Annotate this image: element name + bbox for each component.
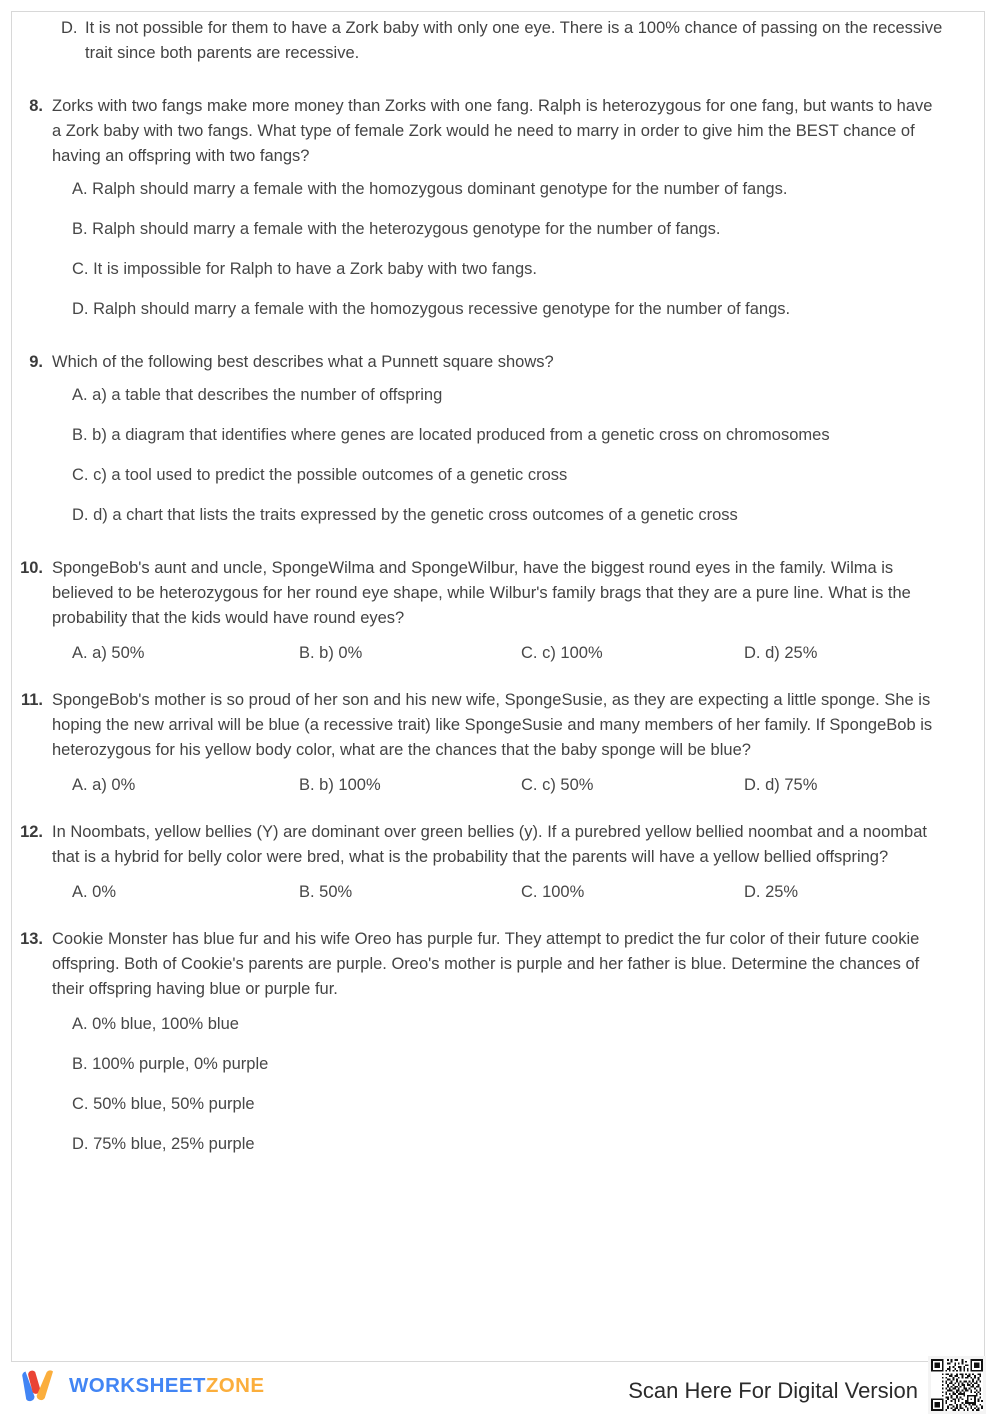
- spacer: [14, 528, 966, 556]
- brand-wordmark-primary: WORKSHEET: [69, 1373, 206, 1397]
- brand-wordmark-secondary: ZONE: [205, 1373, 265, 1397]
- question-13-row: [14, 927, 966, 1002]
- brand-logo[interactable]: [22, 1369, 264, 1403]
- question-11-number: 11.: [20, 691, 43, 709]
- question-12: [14, 820, 966, 905]
- question-8: [14, 94, 966, 322]
- question-9-option-d[interactable]: D. d) a chart that lists the traits expressed by the genetic cross outcomes of a genetic cross: [72, 506, 738, 524]
- question-10-option-c[interactable]: C. c) 100%: [521, 644, 603, 662]
- question-11-option-d[interactable]: D. d) 75%: [744, 776, 818, 794]
- question-10-option-b[interactable]: B. b) 0%: [299, 644, 363, 662]
- page-footer: [0, 1367, 1000, 1414]
- question-9-row: [14, 350, 966, 375]
- question-11-option-c[interactable]: C. c) 50%: [521, 776, 594, 794]
- question-12-number: 12.: [20, 823, 43, 841]
- question-9-option-b[interactable]: B. b) a diagram that identifies where genes are located produced from a genetic cross on chromosomes: [72, 426, 830, 444]
- question-12-option-c[interactable]: C. 100%: [521, 883, 585, 901]
- spacer: [14, 666, 966, 688]
- question-8-option-c[interactable]: C. It is impossible for Ralph to have a Zork baby with two fangs.: [72, 260, 537, 278]
- question-13-option-a[interactable]: A. 0% blue, 100% blue: [72, 1015, 239, 1033]
- question-10-option-d[interactable]: D. d) 25%: [744, 644, 818, 662]
- question-11-options: [14, 763, 966, 798]
- question-11: [14, 688, 966, 798]
- question-8-option-b[interactable]: B. Ralph should marry a female with the heterozygous genotype for the number of fangs.: [72, 220, 721, 238]
- question-10-number: 10.: [20, 559, 43, 577]
- question-10-text: SpongeBob's aunt and uncle, SpongeWilma and SpongeWilbur, have the biggest round eyes in the family. Wilma is believed to be heterozygous for her round eye shape, while Wilbur's family brags that they are a pure line. What is the probability that the kids would have round eyes?: [52, 559, 911, 627]
- question-9-option-a[interactable]: A. a) a table that describes the number of offspring: [72, 386, 443, 404]
- question-12-text: In Noombats, yellow bellies (Y) are dominant over green bellies (y). If a purebred yellow bellied noombat and a noombat that is a hybrid for belly color were bred, what is the probability that the parents will have a yellow bellied offspring?: [52, 823, 927, 866]
- question-10: [14, 556, 966, 666]
- scan-label: Scan Here For Digital Version: [628, 1377, 918, 1403]
- question-11-row: [14, 688, 966, 763]
- question-8-options: [14, 169, 966, 322]
- qr-code-icon[interactable]: [928, 1356, 986, 1414]
- question-9-number: 9.: [29, 353, 43, 371]
- continued-option-text: It is not possible for them to have a Zork baby with only one eye. There is a 100% chance of passing on the recessive trait since both parents are recessive.: [85, 19, 943, 62]
- question-11-text: SpongeBob's mother is so proud of her son and his new wife, SpongeSusie, as they are expecting a little sponge. She is hoping the new arrival will be blue (a recessive trait) like SpongeSusie and many members of her family. If SpongeBob is heterozygous for his yellow body color, what are the chances that the baby sponge will be blue?: [52, 691, 933, 759]
- scan-section: [628, 1367, 986, 1414]
- question-13: [14, 927, 966, 1172]
- question-11-option-a[interactable]: A. a) 0%: [72, 776, 136, 794]
- spacer: [14, 905, 966, 927]
- question-9: [14, 350, 966, 528]
- question-12-option-d[interactable]: D. 25%: [744, 883, 799, 901]
- question-13-option-b[interactable]: B. 100% purple, 0% purple: [72, 1055, 269, 1073]
- question-13-text: Cookie Monster has blue fur and his wife Oreo has purple fur. They attempt to predict the fur color of their future cookie offspring. Both of Cookie's parents are purple. Oreo's mother is purple and her father is blue. Determine the chances of their offspring having blue or purple fur.: [52, 930, 920, 998]
- spacer: [14, 322, 966, 350]
- question-9-option-c[interactable]: C. c) a tool used to predict the possible outcomes of a genetic cross: [72, 466, 568, 484]
- question-10-options: [14, 631, 966, 666]
- brand-wordmark: [69, 1373, 265, 1397]
- spacer: [14, 66, 966, 94]
- question-9-text: Which of the following best describes what a Punnett square shows?: [52, 353, 554, 371]
- question-12-option-b[interactable]: B. 50%: [299, 883, 353, 901]
- question-13-option-c[interactable]: C. 50% blue, 50% purple: [72, 1095, 255, 1113]
- question-8-row: [14, 94, 966, 169]
- question-13-options: [14, 1002, 966, 1172]
- spacer: [14, 798, 966, 820]
- question-9-options: [14, 375, 966, 528]
- question-10-row: [14, 556, 966, 631]
- question-8-option-d[interactable]: D. Ralph should marry a female with the homozygous recessive genotype for the number of fangs.: [72, 300, 791, 318]
- question-13-number: 13.: [20, 930, 43, 948]
- question-13-option-d[interactable]: D. 75% blue, 25% purple: [72, 1135, 255, 1153]
- question-8-text: Zorks with two fangs make more money than Zorks with one fang. Ralph is heterozygous for one fang, but wants to have a Zork baby with two fangs. What type of female Zork would he need to marry in order to give him the BEST chance of having an offspring with two fangs?: [52, 97, 933, 165]
- question-11-option-b[interactable]: B. b) 100%: [299, 776, 381, 794]
- question-12-option-a[interactable]: A. 0%: [72, 883, 117, 901]
- question-12-options: [14, 870, 966, 905]
- worksheet-zone-logo-icon: [22, 1369, 60, 1403]
- question-12-row: [14, 820, 966, 870]
- continued-option-d: [14, 16, 966, 66]
- question-8-number: 8.: [29, 97, 43, 115]
- question-8-option-a[interactable]: A. Ralph should marry a female with the homozygous dominant genotype for the number of fangs.: [72, 180, 788, 198]
- continued-option-label: D.: [61, 19, 78, 37]
- question-10-option-a[interactable]: A. a) 50%: [72, 644, 145, 662]
